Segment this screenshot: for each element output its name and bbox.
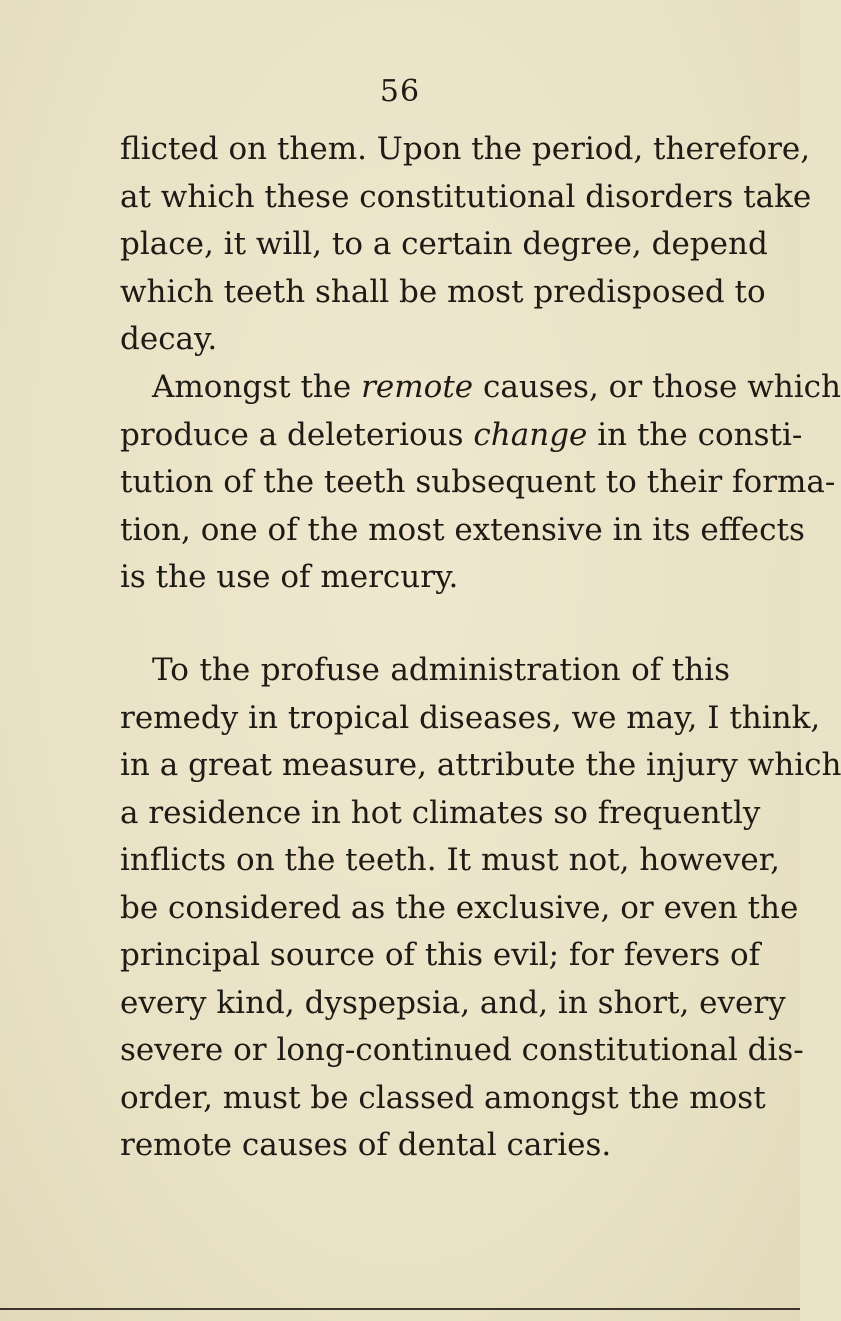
text-line: severe or long-continued constitutional dis- [120,1032,804,1068]
text-run: produce a deleterious [120,416,474,453]
paragraph-2 [120,364,841,602]
text-line: flicted on them. Upon the period, therefore, [120,131,811,167]
text-run: causes, or those which [473,369,841,405]
text-line: place, it will, to a certain degree, depend [120,226,768,262]
text-line: be considered as the exclusive, or even the [120,889,799,926]
italic-term-remote: remote [361,369,474,405]
text-line: a residence in hot climates so frequently [120,794,761,831]
text-run: Amongst the [152,369,362,405]
paragraph-3 [120,647,841,1170]
text-line: which teeth shall be most predisposed to [120,273,766,310]
text-line: tution of the teeth subsequent to their forma- [120,464,836,500]
text-line [120,412,803,460]
text-line: inflicts on the teeth. It must not, however, [120,842,781,878]
text-line: every kind, dyspepsia, and, in short, every [120,984,786,1021]
paragraph-1 [120,126,812,364]
text-line: remote causes of dental caries. [120,1127,612,1163]
page-number: 56 [379,74,421,109]
text-line: in a great measure, attribute the injury which [120,747,841,783]
bottom-rule [0,1308,800,1310]
italic-term-change: change [473,416,588,453]
text-run: in the consti- [587,416,803,453]
text-line: remedy in tropical diseases, we may, I think, [120,699,821,736]
text-line: principal source of this evil; for fevers of [120,937,761,973]
text-line: tion, one of the most extensive in its effects [120,511,805,548]
text-line [120,364,841,412]
text-line: at which these constitutional disorders take [120,178,812,215]
text-line: is the use of mercury. [120,559,459,595]
text-line: decay. [120,321,218,357]
text-line: To the profuse administration of this [152,652,730,688]
text-line: order, must be classed amongst the most [120,1079,766,1116]
